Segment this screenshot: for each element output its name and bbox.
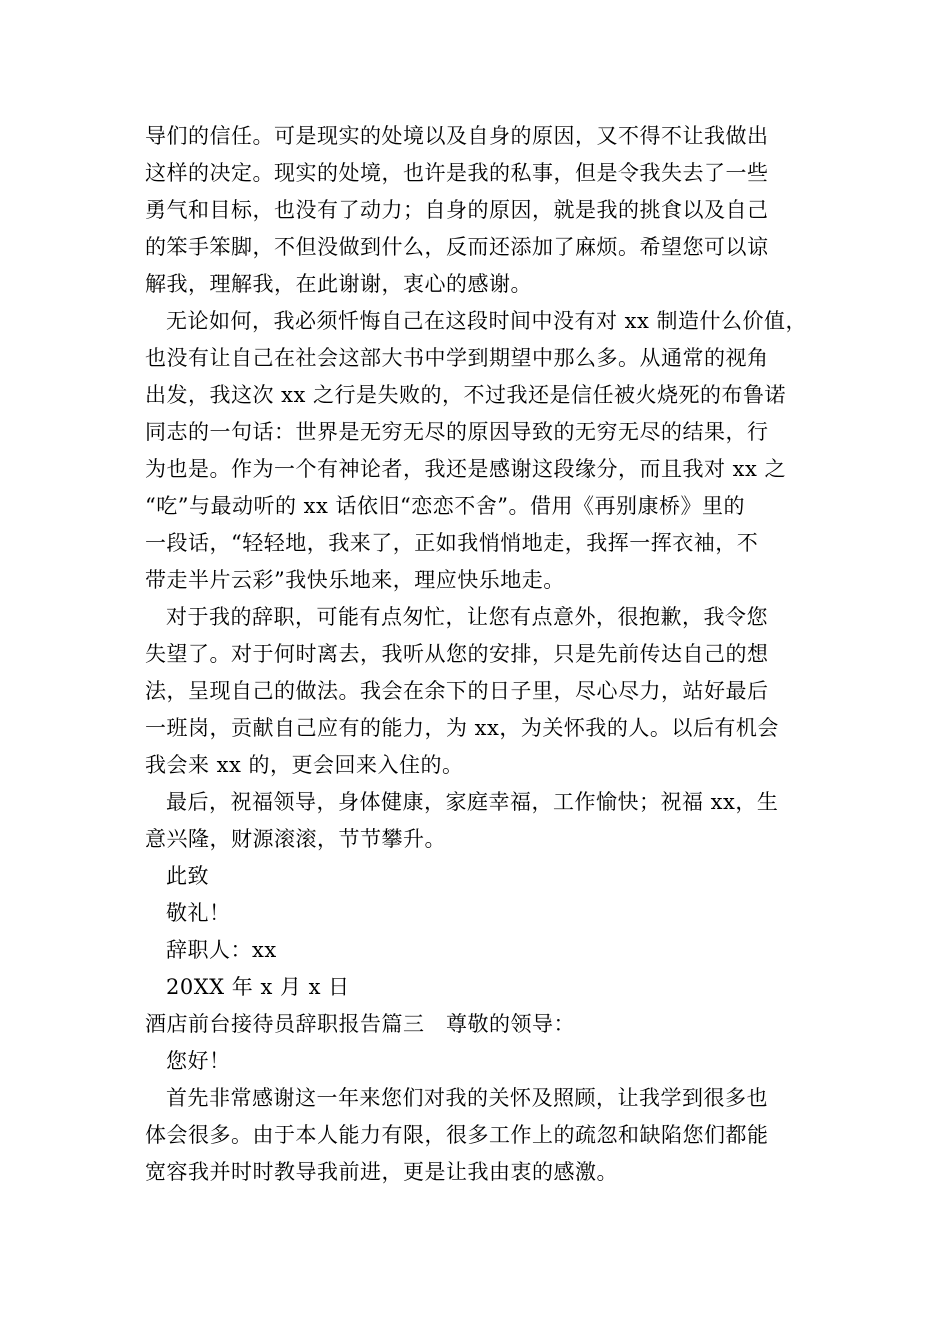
text-line: 首先非常感谢这一年来您们对我的关怀及照顾，让我学到很多也: [166, 1086, 768, 1110]
document-body: [145, 118, 815, 1191]
text-line: 宽容我并时时教导我前进，更是让我由衷的感激。: [145, 1160, 618, 1184]
text-line: 一段话，“轻轻地，我来了，正如我悄悄地走，我挥一挥衣袖，不: [145, 531, 759, 555]
text-line: “吃”与最动听的 xx 话依旧“恋恋不舍”。借用《再别康桥》里的: [145, 494, 745, 518]
text-line: 带走半片云彩”我快乐地来，理应快乐地走。: [145, 568, 565, 592]
section-heading: 酒店前台接待员辞职报告篇三 尊敬的领导：: [145, 1012, 575, 1036]
text-line: 为也是。作为一个有神论者，我还是感谢这段缘分，而且我对 xx 之: [145, 457, 787, 481]
text-line: 法，呈现自己的做法。我会在余下的日子里，尽心尽力，站好最后: [145, 679, 769, 703]
text-line: 无论如何，我必须忏悔自己在这段时间中没有对 xx 制造什么价值，: [166, 309, 808, 333]
salutation-line: 敬礼！: [166, 901, 231, 925]
greeting-line: 您好！: [166, 1049, 231, 1073]
text-line: 意兴隆，财源滚滚，节节攀升。: [145, 827, 446, 851]
date-line: 20XX 年 x 月 x 日: [166, 975, 350, 999]
text-line: 勇气和目标，也没有了动力；自身的原因，就是我的挑食以及自己: [145, 198, 769, 222]
text-line: 出发，我这次 xx 之行是失败的，不过我还是信任被火烧死的布鲁诺: [145, 383, 787, 407]
text-line: 的笨手笨脚，不但没做到什么，反而还添加了麻烦。希望您可以谅: [145, 235, 769, 259]
text-line: 体会很多。由于本人能力有限，很多工作上的疏忽和缺陷您们都能: [145, 1123, 769, 1147]
text-line: 解我，理解我，在此谢谢，衷心的感谢。: [145, 272, 532, 296]
text-line: 失望了。对于何时离去，我听从您的安排，只是先前传达自己的想: [145, 642, 769, 666]
text-line: 也没有让自己在社会这部大书中学到期望中那么多。从通常的视角: [145, 346, 769, 370]
closing-line: 此致: [166, 864, 209, 888]
text-line: 一班岗，贡献自己应有的能力，为 xx，为关怀我的人。以后有机会: [145, 716, 779, 740]
text-line: 同志的一句话：世界是无穷无尽的原因导致的无穷无尽的结果，行: [145, 420, 769, 444]
text-line: 对于我的辞职，可能有点匆忙，让您有点意外，很抱歉，我令您: [166, 605, 768, 629]
signature-line: 辞职人：xx: [166, 938, 277, 962]
text-line: 我会来 xx 的，更会回来入住的。: [145, 753, 464, 777]
text-line: 导们的信任。可是现实的处境以及自身的原因，又不得不让我做出: [145, 124, 769, 148]
text-line: 最后，祝福领导，身体健康，家庭幸福，工作愉快；祝福 xx，生: [166, 790, 779, 814]
text-line: 这样的决定。现实的处境，也许是我的私事，但是令我失去了一些: [145, 161, 769, 185]
